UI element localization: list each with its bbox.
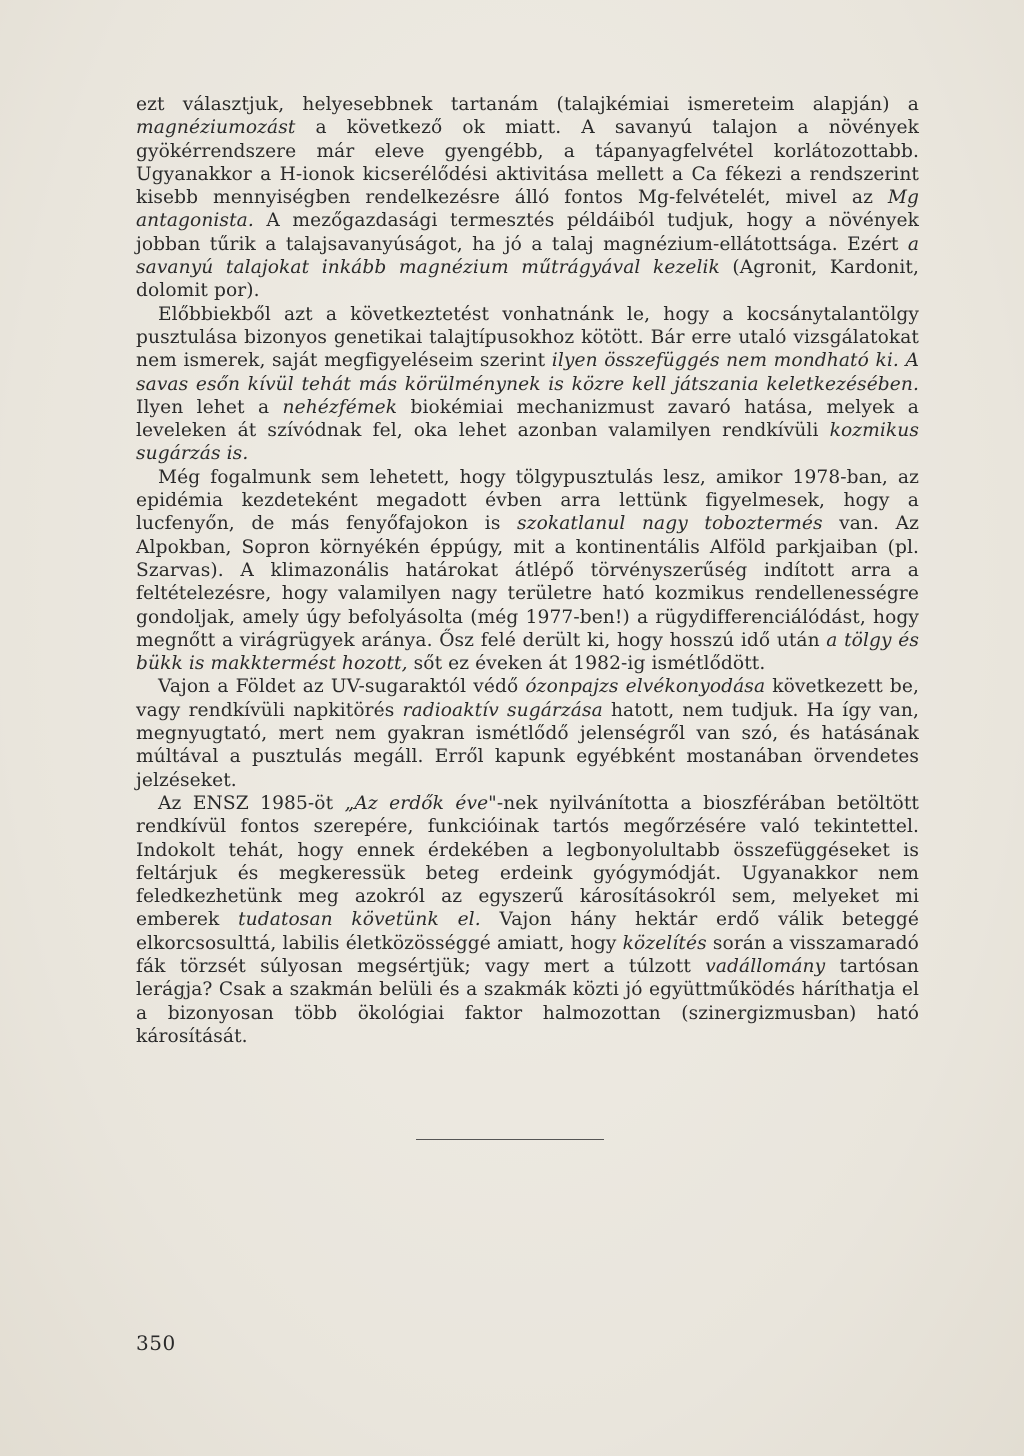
text-run: hatott, nem tudjuk. Ha így van, megnyugtató, mert nem gyakran ismétlődő jelenségről van szó, és hatásának múltával a pusztulás megáll. Erről kapunk egyébként mostanában örvendetes jelzéseket. xyxy=(136,699,919,791)
paragraph-3 xyxy=(136,466,919,676)
italic-run: nehézfémek xyxy=(282,396,398,418)
italic-run: kozmikus sugárzás is. xyxy=(136,420,919,465)
text-run: a következő ok miatt. A savanyú talajon a növények gyökérrendszere már eleve gyengébb, a tápanyagfelvétel korlátozottabb. Ugyanakkor a H-ionok kicserélődési aktivitása mellett a Ca fékezi a rendszerint kisebb mennyiségben rendelkezésre álló fontos Mg-felvételét, mivel az xyxy=(136,117,919,209)
paragraph-2 xyxy=(136,303,919,466)
italic-run: tudatosan követünk el. xyxy=(238,909,481,931)
page-number: 350 xyxy=(136,1331,176,1355)
text-run: sőt ez éveken át 1982-ig ismétlődött. xyxy=(407,653,766,675)
italic-run: vadállomány xyxy=(705,955,826,977)
paragraph-5 xyxy=(136,792,919,1048)
text-run: (Agronit, Kardonit, dolomit por). xyxy=(136,257,919,302)
italic-run: a savanyú talajokat inkább magnézium műtrágyával kezelik xyxy=(136,233,919,279)
text-run: során a visszamaradó fák törzsét súlyosan megsértjük; vagy mert a túlzott xyxy=(136,932,919,977)
italic-run: ózonpajzs elvékonyodása xyxy=(525,676,766,698)
italic-run: magnéziumozást xyxy=(136,117,296,139)
text-run: van. Az Alpokban, Sopron környékén éppúgy, mit a kontinentális Alföld parkjaiban (pl. Szarvas). A klimazonális határokat átlépő törvényszerűség indított arra a feltételezésre, hogy valamilyen nagy területre ható kozmikus rendellenességre gondoljak, amely úgy befolyásolta (még 1977-ben!) a rügydifferenciálódást, hogy megnőtt a virágrügyek aránya. Ősz felé derült ki, hogy hosszú idő után xyxy=(136,513,919,651)
text-run: A mezőgazdasági termesztés példáiból tudjuk, hogy a növények jobban tűrik a talajsavanyúságot, ha jó a talaj magnézium-ellátottsága. Ezért xyxy=(136,210,919,255)
text-run: Ilyen lehet a xyxy=(136,396,283,418)
paragraph-1 xyxy=(136,93,919,303)
italic-run: radioaktív sugárzása xyxy=(402,699,603,721)
body-text xyxy=(136,93,919,1048)
italic-run: ilyen összefüggés nem mondható ki. A savas esőn kívül tehát más körülménynek is közre kell játszania keletkezésében. xyxy=(136,350,919,395)
text-run: -nek nyilvánította a bioszférában betöltött rendkívül fontos szerepére, funkcióinak tartós megőrzésére való tekintettel. Indokolt tehát, hogy ennek érdekében a legbonyolultabb összefüggéseket is feltárjuk és megkeressük beteg erdeink gyógymódját. Ugyanakkor nem feledkezhetünk meg azokról az egyszerű károsításokról sem, melyeket mi emberek xyxy=(136,792,919,931)
text-run: Vajon hány hektár erdő válik beteggé elkorcsosulttá, labilis életközösséggé amiatt, hogy xyxy=(136,909,919,954)
section-divider xyxy=(416,1139,604,1140)
text-run: tartósan lerágja? Csak a szakmán belüli és a szakmák közti jó együttműködés háríthatja el a bizonyosan több ökológiai faktor halmozottan (szinergizmusban) ható károsítását. xyxy=(136,955,919,1047)
text-run: ezt választjuk, helyesebbnek tartanám (talajkémiai ismereteim alapján) a xyxy=(136,94,919,115)
text-run: biokémiai mechanizmust zavaró hatása, melyek a leveleken át szívódnak fel, oka lehet azonban valamilyen rendkívüli xyxy=(136,396,919,442)
text-run: Az ENSZ 1985-öt xyxy=(158,792,345,814)
text-run: következett be, vagy rendkívüli napkitörés xyxy=(136,676,919,721)
paragraph-4 xyxy=(136,675,919,791)
italic-run: Mg antagonista. xyxy=(136,187,919,232)
italic-run: a tölgy és bükk is makktermést hozott, xyxy=(136,629,919,675)
italic-run: szokatlanul nagy toboztermés xyxy=(517,513,823,535)
text-run: Vajon a Földet az UV-sugaraktól védő xyxy=(158,676,526,698)
italic-run: „Az erdők éve" xyxy=(344,792,497,814)
text-run: Előbbiekből azt a következtetést vonhatnánk le, hogy a kocsánytalantölgy pusztulása bizonyos genetikai talajtípusokhoz kötött. Bár erre utaló vizsgálatokat nem ismerek, saját megfigyeléseim szerint xyxy=(136,303,919,372)
italic-run: közelítés xyxy=(622,932,707,954)
text-run: Még fogalmunk sem lehetett, hogy tölgypusztulás lesz, amikor 1978-ban, az epidémia kezdeteként megadott évben arra lettünk figyelmesek, hogy a lucfenyőn, de más fenyőfajokon is xyxy=(136,466,919,535)
